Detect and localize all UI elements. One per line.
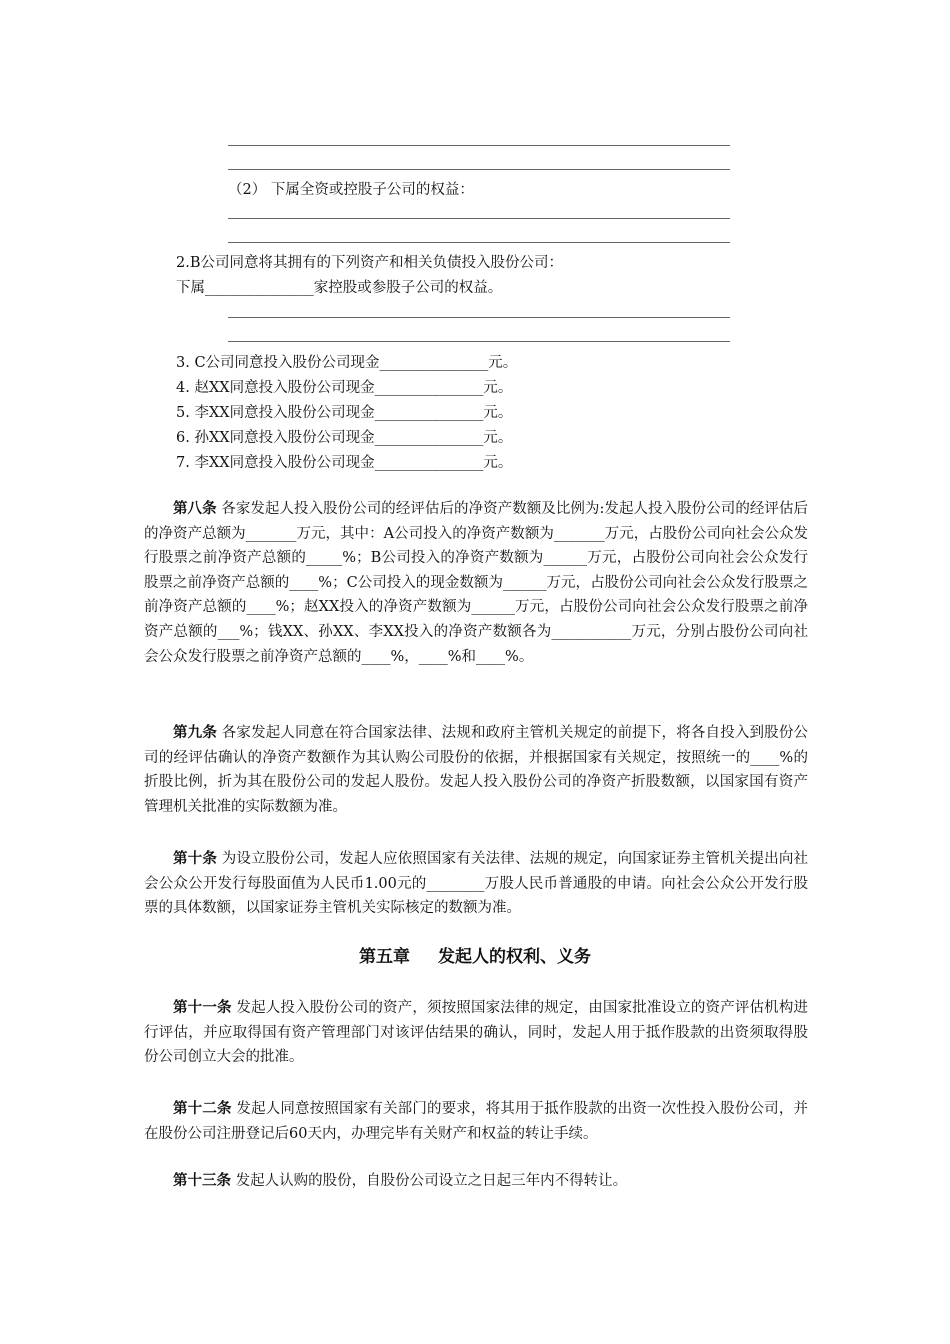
cash-item: 5. 李XX同意投入股份公司现金_______________元。 [176,405,513,421]
item-b-detail: 下属_______________家控股或参股子公司的权益。 [176,280,503,296]
blank-line [228,145,730,146]
article-heading: 第十三条 [173,1173,231,1189]
article-text: 发起人同意按照国家有关部门的要求，将其用于抵作股款的出资一次性投入股份公司，并在股份公司注册登记后60天内，办理完毕有关财产和权益的转让手续。 [144,1101,808,1142]
blank-line [228,169,730,170]
article-heading: 第十二条 [173,1101,232,1117]
chapter-title: 发起人的权利、义务 [438,947,591,967]
article-heading: 第九条 [173,725,217,741]
article-12 [144,1097,808,1146]
chapter-heading [0,945,950,969]
chapter-number: 第五章 [359,947,410,967]
article-8 [144,497,808,669]
article-text: 为设立股份公司，发起人应依照国家有关法律、法规的规定，向国家证券主管机关提出向社会公众公开发行每股面值为人民币1.00元的________万股人民币普通股的申请。向社会公众公开发行股票的具体数额，以国家证券主管机关实际核定的数额为准。 [144,851,808,917]
cash-item: 3. C公司同意投入股份公司现金_______________元。 [176,355,518,371]
item-b-intro: 2.B公司同意将其拥有的下列资产和相关负债投入股份公司： [176,255,563,271]
article-heading: 第八条 [173,501,217,517]
subsection-heading: （2） 下属全资或控股子公司的权益： [228,182,474,198]
blank-line [228,341,730,342]
blank-line [228,242,730,243]
article-heading: 第十条 [173,851,217,867]
cash-item: 6. 孙XX同意投入股份公司现金_______________元。 [176,430,513,446]
cash-item: 4. 赵XX同意投入股份公司现金_______________元。 [176,380,513,396]
article-text: 发起人投入股份公司的资产，须按照国家法律的规定，由国家批准设立的资产评估机构进行评估，并应取得国有资产管理部门对该评估结果的确认，同时，发起人用于抵作股款的出资须取得股份公司创立大会的批准。 [144,1000,808,1066]
article-10 [144,847,808,921]
article-text: 发起人认购的股份，自股份公司设立之日起三年内不得转让。 [231,1173,628,1189]
blank-line [228,317,730,318]
article-13 [144,1169,808,1194]
article-heading: 第十一条 [173,1000,232,1016]
article-11 [144,996,808,1070]
cash-item: 7. 李XX同意投入股份公司现金_______________元。 [176,455,513,471]
article-text: 各家发起人投入股份公司的经评估后的净资产数额及比例为:发起人投入股份公司的经评估后的净资产总额为_______万元，其中：A公司投入的净资产数额为_______万元，占股份公司向社会公众发行股票之前净资产总额的_____%；B公司投入的净资产数额为______万元，占股份公司向社会公众发行股票之前净资产总额的____%；C公司投入的现金数额为______万元，占股份公司向社会公众发行股票之前净资产总额的____%；赵XX投入的净资产数额为______万元，占股份公司向社会公众发行股票之前净资产总额的___%；钱XX、孙XX、李XX投入的净资产数额各为___________万元，分别占股份公司向社会公众发行股票之前净资产总额的____%，____%和____%。 [144,501,808,665]
blank-line [228,218,730,219]
article-text: 各家发起人同意在符合国家法律、法规和政府主管机关规定的前提下，将各自投入到股份公司的经评估确认的净资产数额作为其认购公司股份的依据，并根据国家有关规定，按照统一的____%的折股比例，折为其在股份公司的发起人股份。发起人投入股份公司的净资产折股数额，以国家国有资产管理机关批准的实际数额为准。 [144,725,808,815]
article-9 [144,721,808,819]
